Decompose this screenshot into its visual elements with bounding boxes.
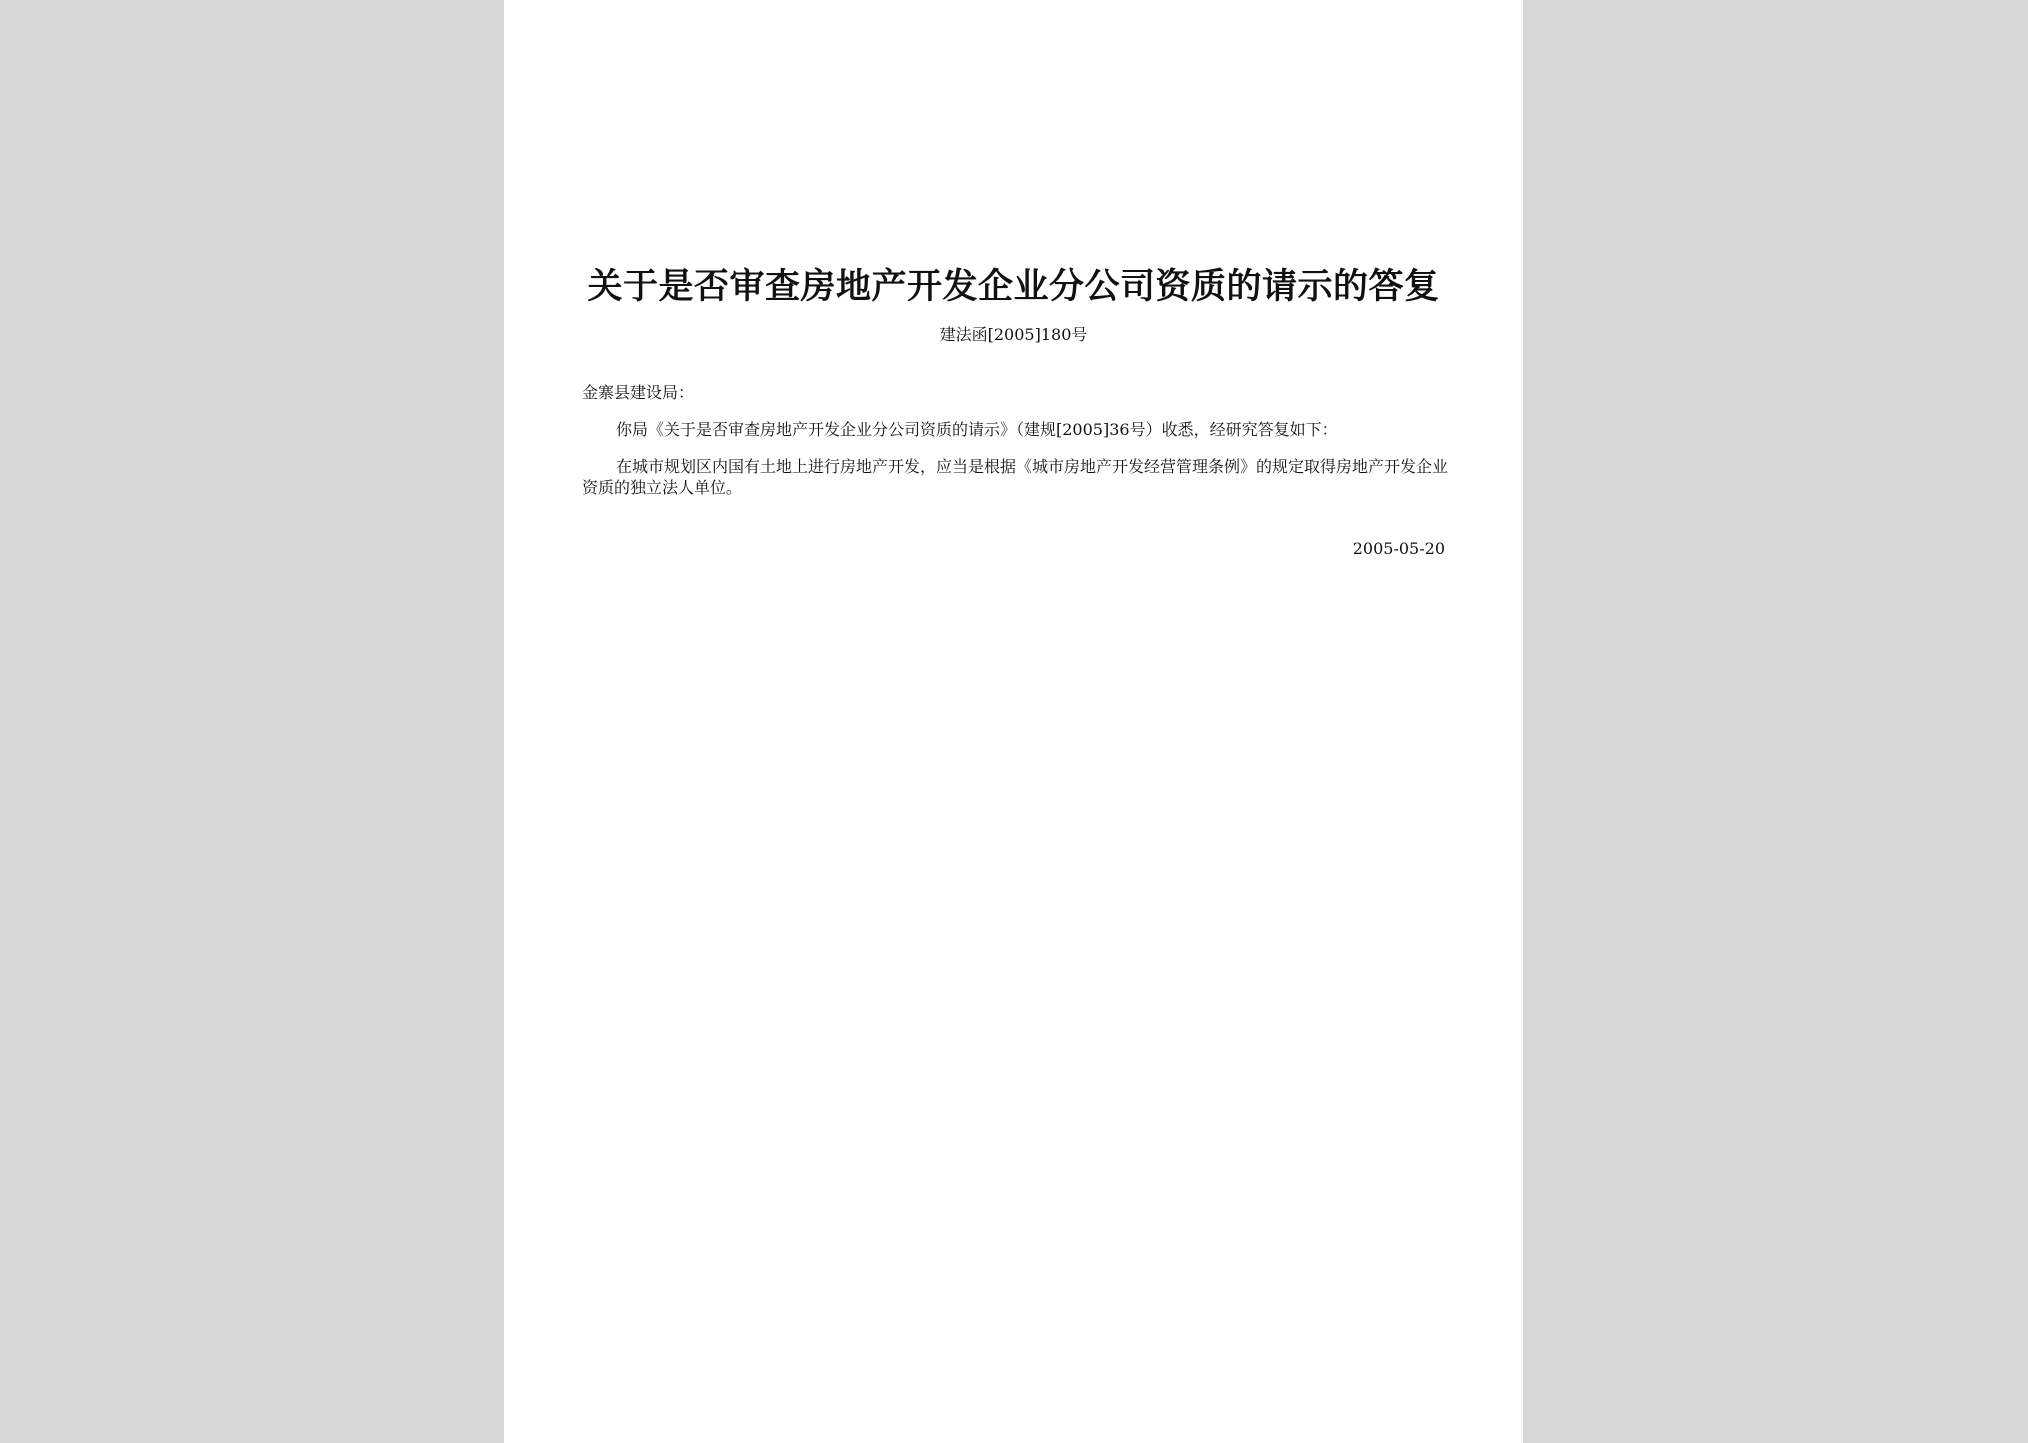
document-date: 2005-05-20 <box>1352 539 1445 558</box>
addressee: 金寨县建设局： <box>582 383 695 402</box>
document-title: 关于是否审查房地产开发企业分公司资质的请示的答复 <box>587 266 1440 307</box>
body-paragraph: 在城市规划区内国有土地上进行房地产开发，应当是根据《城市房地产开发经营管理条例》的规定取得房地产开发企业资质的独立法人单位。 <box>582 457 1449 497</box>
document-page <box>504 0 1523 1443</box>
body-paragraph: 你局《关于是否审查房地产开发企业分公司资质的请示》（建规[2005]36号）收悉，经研究答复如下： <box>616 420 1338 439</box>
document-number: 建法函[2005]180号 <box>939 325 1088 344</box>
